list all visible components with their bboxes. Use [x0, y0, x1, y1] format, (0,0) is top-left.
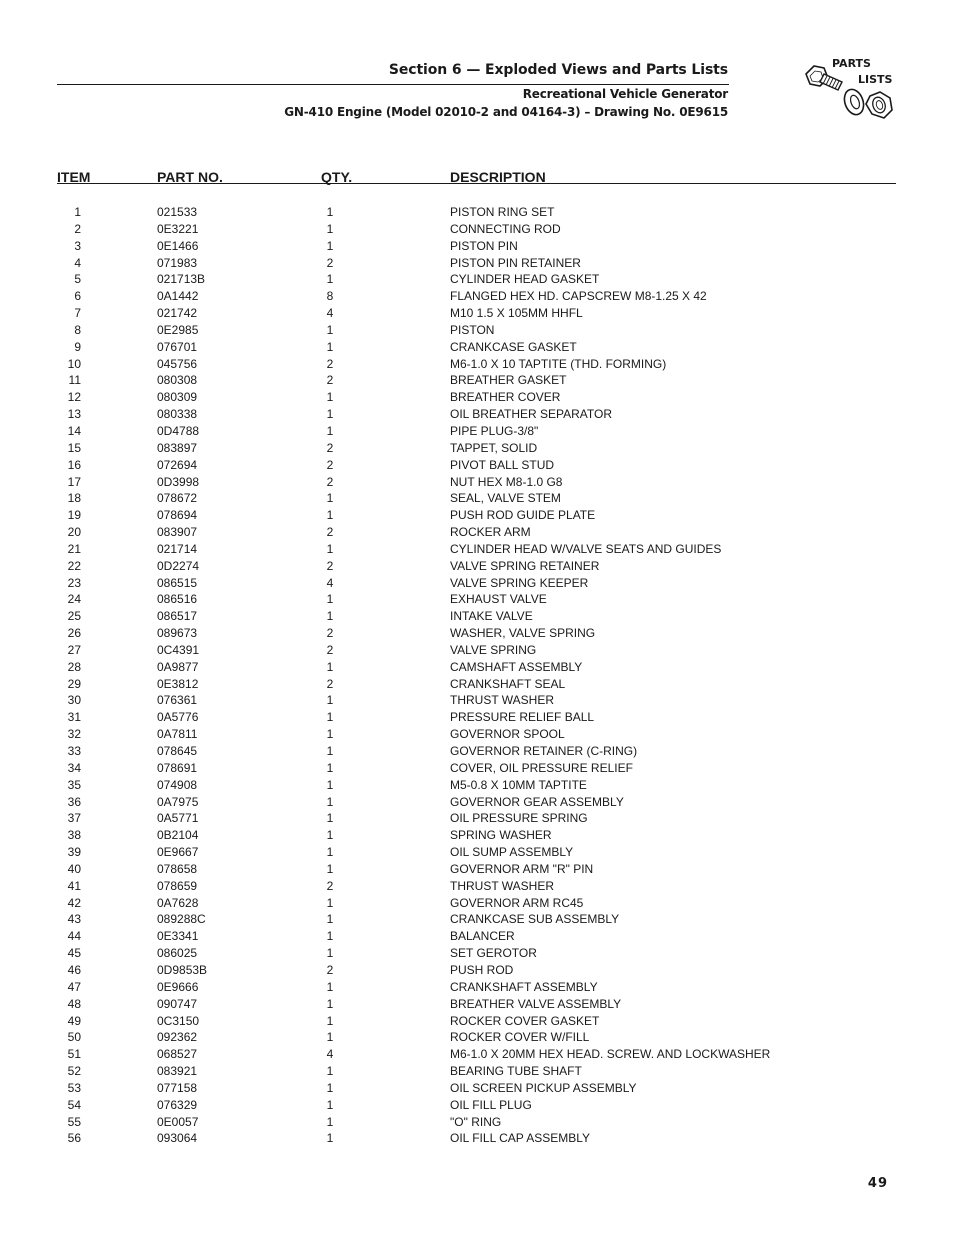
part-number: 078645	[157, 744, 198, 758]
table-row	[0, 810, 954, 827]
table-row	[0, 962, 954, 979]
table-row	[0, 928, 954, 945]
part-number: 093064	[157, 1131, 198, 1146]
description: GOVERNOR ARM "R" PIN	[450, 861, 594, 876]
quantity: 1	[326, 1114, 334, 1129]
part-number: 089673	[157, 626, 198, 641]
quantity: 2	[326, 962, 334, 977]
description: PISTON PIN	[450, 238, 518, 253]
table-row	[0, 204, 954, 221]
part-number: 0E0057	[157, 1114, 199, 1129]
quantity: 2	[326, 525, 334, 540]
description: OIL PRESSURE SPRING	[450, 811, 588, 826]
part-number: 078694	[157, 508, 198, 523]
description: VALVE SPRING KEEPER	[450, 575, 589, 590]
table-row	[0, 625, 954, 642]
description: SEAL, VALVE STEM	[450, 491, 561, 506]
quantity: 1	[326, 1013, 334, 1028]
item-number: 26	[67, 626, 81, 641]
part-number: 021713B	[157, 272, 206, 287]
description: THRUST WASHER	[450, 878, 555, 893]
table-row	[0, 255, 954, 272]
quantity: 2	[326, 474, 334, 489]
item-number: 13	[67, 407, 81, 422]
quantity: 1	[326, 710, 334, 725]
table-row	[0, 238, 954, 255]
quantity: 1	[326, 1030, 334, 1045]
part-number: 072694	[157, 457, 198, 472]
table-row	[0, 760, 954, 777]
item-number: 54	[67, 1097, 81, 1112]
part-number: 083897	[157, 440, 198, 455]
logo-text-parts: PARTS	[832, 57, 871, 70]
item-number: 9	[74, 339, 81, 354]
table-row	[0, 288, 954, 305]
table-row	[0, 423, 954, 440]
table-row	[0, 1097, 954, 1114]
part-number: 080338	[157, 407, 198, 422]
description: ROCKER COVER GASKET	[450, 1013, 600, 1028]
item-number: 35	[67, 777, 81, 792]
part-number: 076361	[157, 693, 198, 708]
part-number: 078672	[157, 491, 198, 506]
column-header-qty: QTY.	[321, 169, 353, 185]
item-number: 43	[67, 912, 81, 927]
table-row	[0, 844, 954, 861]
part-number: 0A5776	[157, 710, 199, 725]
description: CYLINDER HEAD GASKET	[450, 272, 600, 287]
table-row	[0, 878, 954, 895]
part-number: 0A7628	[157, 895, 199, 910]
description: M5-0.8 X 10MM TAPTITE	[450, 777, 587, 792]
part-number: 021742	[157, 306, 198, 321]
description: BREATHER COVER	[450, 390, 561, 405]
description: "O" RING	[450, 1114, 502, 1129]
quantity: 1	[326, 1097, 334, 1112]
part-number: 086515	[157, 575, 198, 590]
description: CRANKCASE GASKET	[450, 339, 577, 354]
part-number: 0D2274	[157, 558, 200, 573]
item-number: 42	[67, 895, 81, 910]
table-row	[0, 474, 954, 491]
quantity: 2	[326, 676, 334, 691]
item-number: 40	[67, 861, 81, 876]
parts-table	[0, 204, 954, 1147]
description: ROCKER ARM	[450, 525, 531, 540]
table-row	[0, 490, 954, 507]
part-number: 078691	[157, 760, 198, 775]
item-number: 16	[67, 457, 81, 472]
description: M10 1.5 X 105MM HHFL	[450, 306, 583, 321]
description: CYLINDER HEAD W/VALVE SEATS AND GUIDES	[450, 541, 722, 556]
item-number: 36	[67, 794, 81, 809]
part-number: 0E9667	[157, 845, 199, 860]
description: PIVOT BALL STUD	[450, 457, 555, 472]
part-number: 090747	[157, 996, 198, 1011]
part-number: 086516	[157, 592, 198, 607]
item-number: 2	[74, 221, 81, 236]
table-row	[0, 221, 954, 238]
description: GOVERNOR ARM RC45	[450, 895, 584, 910]
table-row	[0, 1114, 954, 1131]
part-number: 076701	[157, 339, 198, 354]
quantity: 4	[326, 575, 334, 590]
description: WASHER, VALVE SPRING	[450, 626, 596, 641]
quantity: 1	[326, 845, 334, 860]
quantity: 1	[326, 794, 334, 809]
table-row	[0, 305, 954, 322]
item-number: 32	[67, 727, 81, 742]
table-row	[0, 406, 954, 423]
table-row	[0, 945, 954, 962]
quantity: 2	[326, 255, 334, 270]
table-row	[0, 794, 954, 811]
item-number: 49	[67, 1013, 81, 1028]
table-row	[0, 271, 954, 288]
part-number: 086517	[157, 609, 198, 624]
item-number: 15	[67, 440, 81, 455]
quantity: 1	[326, 777, 334, 792]
item-number: 56	[67, 1131, 81, 1146]
description: CRANKSHAFT SEAL	[450, 676, 566, 691]
description: M6-1.0 X 10 TAPTITE (THD. FORMING)	[450, 356, 667, 371]
description: INTAKE VALVE	[450, 609, 533, 624]
table-row	[0, 389, 954, 406]
part-number: 0A7975	[157, 794, 199, 809]
table-row	[0, 726, 954, 743]
item-number: 41	[67, 878, 81, 893]
table-row	[0, 372, 954, 389]
part-number: 0E2985	[157, 322, 199, 337]
item-number: 21	[67, 541, 81, 556]
description: THRUST WASHER	[450, 693, 555, 708]
description: EXHAUST VALVE	[450, 592, 547, 607]
part-number: 089288C	[157, 912, 206, 927]
quantity: 4	[326, 306, 334, 321]
item-number: 3	[74, 238, 81, 253]
quantity: 1	[326, 541, 334, 556]
description: OIL FILL CAP ASSEMBLY	[450, 1131, 591, 1146]
quantity: 1	[326, 744, 334, 758]
quantity: 1	[326, 1131, 334, 1146]
table-row	[0, 322, 954, 339]
item-number: 34	[67, 760, 81, 775]
description: PISTON	[450, 322, 495, 337]
item-number: 19	[67, 508, 81, 523]
table-row	[0, 642, 954, 659]
description: OIL FILL PLUG	[450, 1097, 532, 1112]
item-number: 8	[74, 322, 81, 337]
description: TAPPET, SOLID	[450, 440, 538, 455]
table-row	[0, 777, 954, 794]
description: GOVERNOR RETAINER (C-RING)	[450, 744, 638, 758]
description: VALVE SPRING RETAINER	[450, 558, 600, 573]
quantity: 1	[326, 272, 334, 287]
quantity: 1	[326, 811, 334, 826]
part-number: 068527	[157, 1047, 198, 1062]
item-number: 5	[74, 272, 81, 287]
description: PIPE PLUG-3/8"	[450, 423, 539, 438]
part-number: 078659	[157, 878, 198, 893]
quantity: 1	[326, 828, 334, 843]
item-number: 39	[67, 845, 81, 860]
part-number: 083921	[157, 1064, 198, 1079]
table-row	[0, 1080, 954, 1097]
item-number: 28	[67, 659, 81, 674]
description: CRANKCASE SUB ASSEMBLY	[450, 912, 620, 927]
quantity: 1	[326, 221, 334, 236]
item-number: 29	[67, 676, 81, 691]
quantity: 2	[326, 373, 334, 388]
quantity: 1	[326, 407, 334, 422]
table-row	[0, 339, 954, 356]
quantity: 1	[326, 760, 334, 775]
item-number: 12	[67, 390, 81, 405]
description: M6-1.0 X 20MM HEX HEAD. SCREW. AND LOCKWASHER	[450, 1047, 771, 1062]
item-number: 20	[67, 525, 81, 540]
item-number: 48	[67, 996, 81, 1011]
description: PUSH ROD GUIDE PLATE	[450, 508, 596, 523]
column-header-item: ITEM	[57, 169, 91, 185]
quantity: 8	[326, 289, 334, 304]
quantity: 1	[326, 592, 334, 607]
description: BREATHER GASKET	[450, 373, 567, 388]
item-number: 31	[67, 710, 81, 725]
table-row	[0, 827, 954, 844]
table-row	[0, 743, 954, 760]
table-row	[0, 676, 954, 693]
description: CONNECTING ROD	[450, 221, 561, 236]
quantity: 1	[326, 895, 334, 910]
item-number: 38	[67, 828, 81, 843]
quantity: 1	[326, 238, 334, 253]
table-row	[0, 541, 954, 558]
document-subtitle: Recreational Vehicle Generator	[522, 87, 728, 101]
item-number: 37	[67, 811, 81, 826]
item-number: 33	[67, 744, 81, 758]
page-header	[0, 0, 954, 160]
table-row	[0, 1029, 954, 1046]
item-number: 7	[74, 306, 81, 321]
table-header-divider	[57, 183, 896, 184]
quantity: 1	[326, 979, 334, 994]
description: OIL SCREEN PICKUP ASSEMBLY	[450, 1080, 637, 1095]
description: SPRING WASHER	[450, 828, 552, 843]
quantity: 2	[326, 457, 334, 472]
quantity: 1	[326, 659, 334, 674]
item-number: 55	[67, 1114, 81, 1129]
part-number: 0A1442	[157, 289, 199, 304]
quantity: 1	[326, 322, 334, 337]
part-number: 0E3812	[157, 676, 199, 691]
item-number: 23	[67, 575, 81, 590]
quantity: 2	[326, 440, 334, 455]
part-number: 0D3998	[157, 474, 200, 489]
quantity: 2	[326, 878, 334, 893]
quantity: 1	[326, 609, 334, 624]
quantity: 2	[326, 356, 334, 371]
description: GOVERNOR SPOOL	[450, 727, 565, 742]
description: SET GEROTOR	[450, 946, 537, 961]
description: FLANGED HEX HD. CAPSCREW M8-1.25 X 42	[450, 289, 707, 304]
item-number: 10	[67, 356, 81, 371]
part-number: 0B2104	[157, 828, 199, 843]
quantity: 1	[326, 205, 334, 219]
table-row	[0, 979, 954, 996]
table-row	[0, 861, 954, 878]
item-number: 30	[67, 693, 81, 708]
item-number: 24	[67, 592, 81, 607]
logo-text-lists: LISTS	[858, 73, 893, 86]
description: CAMSHAFT ASSEMBLY	[450, 659, 583, 674]
quantity: 2	[326, 626, 334, 641]
table-row	[0, 575, 954, 592]
table-row	[0, 356, 954, 373]
quantity: 1	[326, 423, 334, 438]
quantity: 1	[326, 491, 334, 506]
description: PRESSURE RELIEF BALL	[450, 710, 595, 725]
table-row	[0, 591, 954, 608]
quantity: 1	[326, 1080, 334, 1095]
part-number: 080308	[157, 373, 198, 388]
part-number: 0A5771	[157, 811, 199, 826]
part-number: 078658	[157, 861, 198, 876]
part-number: 0C3150	[157, 1013, 200, 1028]
table-row	[0, 692, 954, 709]
part-number: 071983	[157, 255, 198, 270]
section-title: Section 6 — Exploded Views and Parts Lists	[388, 62, 728, 78]
quantity: 1	[326, 508, 334, 523]
part-number: 0E1466	[157, 238, 199, 253]
part-number: 0A9877	[157, 659, 199, 674]
part-number: 083907	[157, 525, 198, 540]
description: PISTON RING SET	[450, 205, 555, 219]
table-row	[0, 911, 954, 928]
table-row	[0, 524, 954, 541]
table-row	[0, 1063, 954, 1080]
item-number: 1	[74, 205, 81, 219]
item-number: 18	[67, 491, 81, 506]
item-number: 14	[67, 423, 81, 438]
description: NUT HEX M8-1.0 G8	[450, 474, 563, 489]
item-number: 22	[67, 558, 81, 573]
part-number: 080309	[157, 390, 198, 405]
part-number: 0E3221	[157, 221, 199, 236]
part-number: 092362	[157, 1030, 198, 1045]
part-number: 074908	[157, 777, 198, 792]
description: PISTON PIN RETAINER	[450, 255, 581, 270]
part-number: 0A7811	[157, 727, 198, 742]
table-row	[0, 608, 954, 625]
quantity: 1	[326, 693, 334, 708]
table-row	[0, 1013, 954, 1030]
quantity: 1	[326, 996, 334, 1011]
item-number: 4	[74, 255, 81, 270]
item-number: 51	[67, 1047, 81, 1062]
item-number: 45	[67, 946, 81, 961]
description: OIL BREATHER SEPARATOR	[450, 407, 613, 422]
drawing-reference: GN-410 Engine (Model 02010-2 and 04164-3) – Drawing No. 0E9615	[284, 105, 728, 119]
table-row	[0, 440, 954, 457]
quantity: 1	[326, 390, 334, 405]
part-number: 0D4788	[157, 423, 200, 438]
item-number: 53	[67, 1080, 81, 1095]
quantity: 1	[326, 861, 334, 876]
item-number: 17	[67, 474, 81, 489]
table-row	[0, 895, 954, 912]
table-row	[0, 457, 954, 474]
item-number: 47	[67, 979, 81, 994]
quantity: 1	[326, 727, 334, 742]
column-header-part-no: PART NO.	[157, 169, 223, 185]
part-number: 0E9666	[157, 979, 199, 994]
table-row	[0, 996, 954, 1013]
item-number: 46	[67, 962, 81, 977]
description: COVER, OIL PRESSURE RELIEF	[450, 760, 633, 775]
part-number: 077158	[157, 1080, 198, 1095]
table-row	[0, 1130, 954, 1147]
description: CRANKSHAFT ASSEMBLY	[450, 979, 598, 994]
quantity: 1	[326, 946, 334, 961]
table-row	[0, 659, 954, 676]
quantity: 2	[326, 642, 334, 657]
part-number: 0C4391	[157, 642, 200, 657]
item-number: 11	[68, 373, 81, 388]
part-number: 076329	[157, 1097, 198, 1112]
part-number: 021533	[157, 205, 198, 219]
item-number: 50	[67, 1030, 81, 1045]
quantity: 4	[326, 1047, 334, 1062]
part-number: 0D9853B	[157, 962, 208, 977]
column-header-description: DESCRIPTION	[450, 169, 546, 185]
item-number: 25	[67, 609, 81, 624]
table-row	[0, 709, 954, 726]
nut-bolt-washer-icon	[800, 52, 900, 132]
quantity: 1	[326, 929, 334, 944]
quantity: 1	[326, 339, 334, 354]
description: ROCKER COVER W/FILL	[450, 1030, 590, 1045]
item-number: 6	[74, 289, 81, 304]
part-number: 0E3341	[157, 929, 199, 944]
description: VALVE SPRING	[450, 642, 537, 657]
header-divider	[57, 84, 729, 85]
part-number: 086025	[157, 946, 198, 961]
description: BEARING TUBE SHAFT	[450, 1064, 582, 1079]
description: PUSH ROD	[450, 962, 514, 977]
page-number: 49	[867, 1176, 888, 1191]
item-number: 27	[67, 642, 81, 657]
description: GOVERNOR GEAR ASSEMBLY	[450, 794, 624, 809]
table-row	[0, 507, 954, 524]
description: BALANCER	[450, 929, 515, 944]
part-number: 045756	[157, 356, 198, 371]
description: OIL SUMP ASSEMBLY	[450, 845, 574, 860]
description: BREATHER VALVE ASSEMBLY	[450, 996, 622, 1011]
quantity: 1	[326, 912, 334, 927]
quantity: 1	[326, 1064, 334, 1079]
quantity: 2	[326, 558, 334, 573]
part-number: 021714	[157, 541, 198, 556]
item-number: 52	[67, 1064, 81, 1079]
table-row	[0, 558, 954, 575]
item-number: 44	[67, 929, 81, 944]
table-row	[0, 1046, 954, 1063]
